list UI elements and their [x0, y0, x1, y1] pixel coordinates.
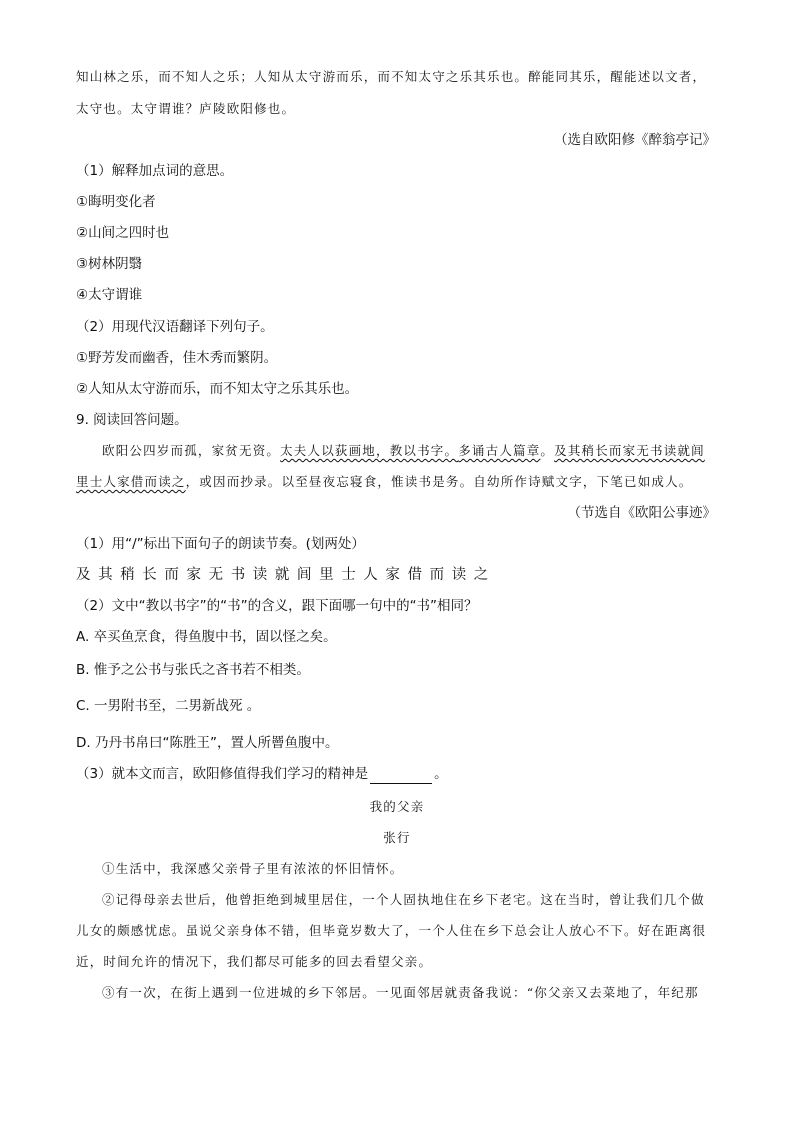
q9-passage-line-2	[76, 472, 693, 492]
q8-item1-3: ③树林阴翳	[76, 256, 143, 272]
q9-option-d: D. 乃丹书帛曰“陈胜王”，置人所罾鱼腹中。	[76, 735, 339, 751]
q9-passage-line-1	[102, 441, 705, 461]
q8-item1-4: ④太守谓谁	[76, 287, 143, 303]
q9-passage-text-a: 欧阳公四岁而孤，家贫无资。	[102, 443, 281, 458]
q9-passage-underlined-1: 太夫人以荻画地，教以书字。	[280, 443, 459, 458]
essay-para-2-line-3: 近，时间允许的情况下，我们都尽可能多的回去看望父亲。	[76, 954, 433, 969]
q8-item2-2: ②人知从太守游而乐，而不知太守之乐其乐也。	[76, 381, 359, 397]
q9-passage-underlined-3: 及其稍长而家无书读就闾	[554, 443, 705, 458]
q8-item1-2: ②山间之四时也	[76, 225, 170, 241]
q9-passage-text-c: ，或因而抄录。以至昼夜忘寝食，惟读书是务。自幼所作诗赋文字，下笔已如成人。	[185, 474, 693, 489]
passage1-source: （选自欧阳修《醉翁亭记》	[554, 132, 716, 148]
q9-rhythm-sentence: 及其稍长而家无书读就闾里士人家借而读之	[76, 567, 496, 583]
q9-sub3-text: （3）就本文而言，欧阳修值得我们学习的精神是	[76, 766, 369, 782]
essay-title: 我的父亲	[369, 799, 425, 814]
q8-item2-1: ①野芳发而幽香，佳木秀而繁阴。	[76, 350, 278, 366]
q9-option-c: C. 一男附书至，二男新战死 。	[76, 698, 261, 714]
q8-sub2: （2）用现代汉语翻译下列句子。	[76, 319, 274, 335]
passage1-line-2: 太守也。太守谓谁？庐陵欧阳修也。	[76, 101, 296, 116]
q9-sub3-end: 。	[434, 766, 448, 782]
answer-blank	[370, 769, 432, 784]
q9-title: 9. 阅读回答问题。	[76, 412, 188, 428]
q9-passage-text-b: 。	[540, 443, 555, 458]
q8-item1-1: ①晦明变化者	[76, 194, 156, 210]
essay-para-2-line-1: ②记得母亲去世后，他曾拒绝到城里居住，一个人固执地住在乡下老宅。这在当时，曾让我们几个做	[102, 892, 705, 907]
q8-sub1: （1）解释加点词的意思。	[76, 163, 234, 179]
essay-para-1: ①生活中，我深感父亲骨子里有浓浓的怀旧情怀。	[102, 861, 404, 876]
essay-author: 张行	[383, 830, 411, 845]
q9-option-b: B. 惟予之公书与张氏之吝书若不相类。	[76, 662, 310, 678]
q9-passage-underlined-4: 里士人家借而读之	[76, 474, 186, 489]
essay-para-2-line-2: 儿女的颇感忧虑。虽说父亲身体不错，但毕竟岁数大了，一个人住在乡下总会让人放心不下。好在距离很	[76, 923, 707, 938]
passage1-line-1: 知山林之乐，而不知人之乐；人知从太守游而乐，而不知太守之乐其乐也。醉能同其乐，醒能述以文者，	[76, 69, 707, 84]
q9-sub2: （2）文中“教以书字”的“书”的含义，跟下面哪一句中的“书”相同？	[76, 598, 478, 614]
q9-source: （节选自《欧阳公事迹》	[567, 505, 716, 521]
q9-sub1: （1）用“/”标出下面句子的朗读节奏。(划两处）	[76, 536, 365, 552]
q9-option-a: A. 卒买鱼烹食，得鱼腹中书，固以怪之矣。	[76, 629, 337, 645]
q9-sub3	[76, 764, 448, 784]
essay-para-3-line-1: ③有一次，在街上遇到一位进城的乡下邻居。一见面邻居就责备我说：“你父亲又去菜地了，年纪那	[102, 985, 699, 1000]
q9-passage-underlined-2: 多诵古人篇章	[458, 443, 541, 458]
